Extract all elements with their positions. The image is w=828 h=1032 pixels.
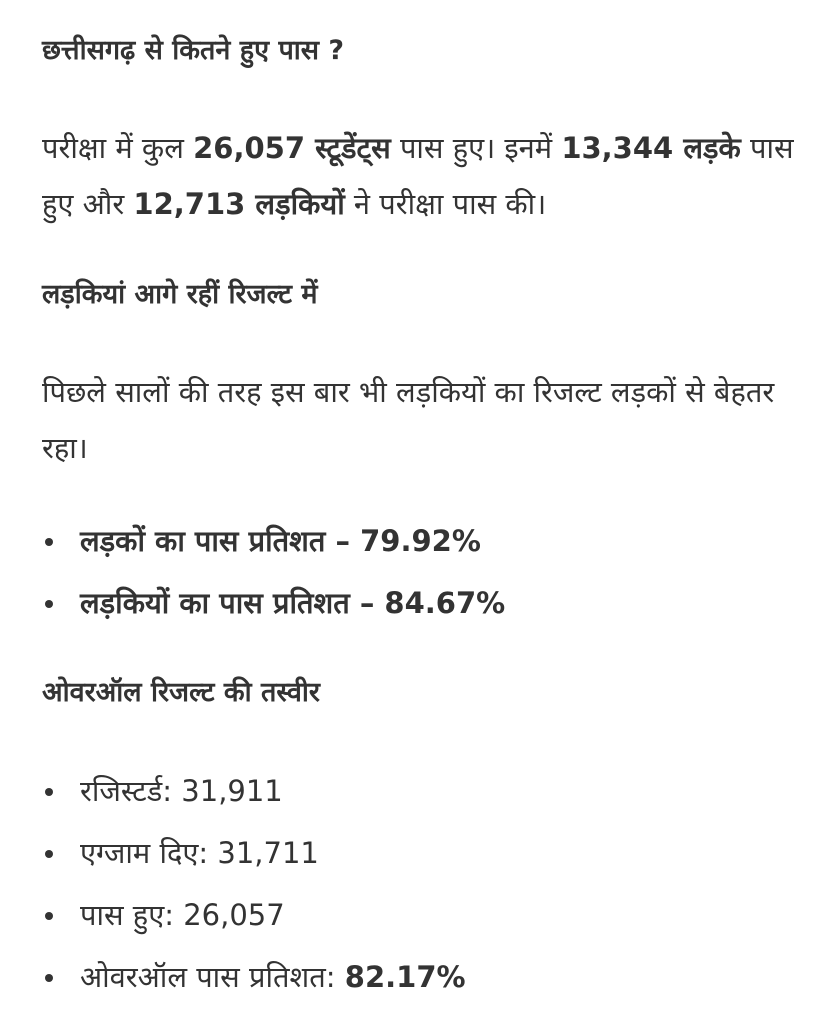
bullet-icon: [45, 912, 53, 920]
bullet-icon: [45, 538, 53, 546]
registered-count: रजिस्टर्ड: 31,911: [80, 774, 283, 808]
passed-count: पास हुए: 26,057: [80, 898, 285, 932]
overall-pass-percentage: 82.17%: [344, 960, 466, 994]
section-heading-pass-count: छत्तीसगढ़ से कितने हुए पास ?: [42, 35, 345, 66]
bullet-icon: [45, 788, 53, 796]
section-heading-overall-result: ओवरऑल रिजल्ट की तस्वीर: [42, 677, 320, 708]
para-text: पास हुए और: [42, 131, 794, 221]
girls-ahead-paragraph: पिछले सालों की तरह इस बार भी लड़कियों का रिजल्ट लड़कों से बेहतर रहा।: [42, 375, 775, 465]
list-item: [42, 884, 800, 946]
bullet-icon: [45, 850, 53, 858]
bullet-icon: [45, 974, 53, 982]
boys-passed-value: 13,344 लड़के: [561, 131, 741, 165]
list-item: [42, 510, 800, 572]
para-text: परीक्षा में कुल: [42, 131, 194, 165]
list-item: [42, 822, 800, 884]
pass-count-paragraph: [42, 120, 800, 232]
list-item: [42, 946, 800, 1008]
boys-pass-percentage: लड़कों का पास प्रतिशत – 79.92%: [80, 524, 481, 558]
para-text: ने परीक्षा पास की।: [344, 187, 547, 221]
overall-result-list: [42, 760, 800, 1008]
appeared-count: एग्जाम दिए: 31,711: [80, 836, 319, 870]
girls-passed-value: 12,713 लड़कियों: [133, 187, 345, 221]
list-item: [42, 760, 800, 822]
overall-pass-label: ओवरऑल पास प्रतिशत:: [80, 960, 345, 994]
section-heading-girls-ahead: लड़कियां आगे रहीं रिजल्ट में: [42, 279, 318, 310]
list-item: [42, 572, 800, 634]
total-students-value: 26,057 स्टूडेंट्स: [193, 131, 391, 165]
pass-percentage-list: [42, 510, 800, 634]
para-text: पास हुए। इनमें: [390, 131, 562, 165]
girls-pass-percentage: लड़कियों का पास प्रतिशत – 84.67%: [80, 586, 506, 620]
bullet-icon: [45, 600, 53, 608]
